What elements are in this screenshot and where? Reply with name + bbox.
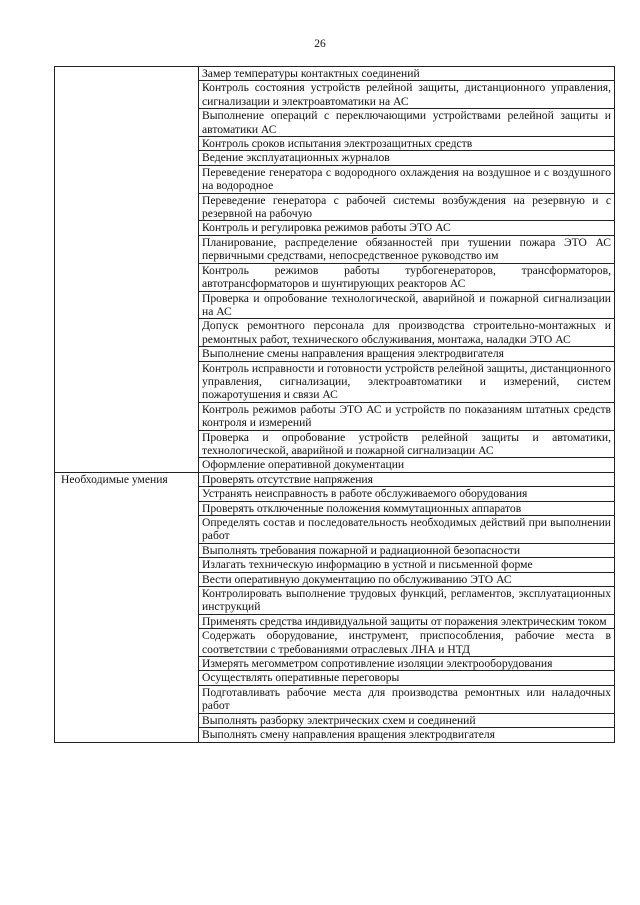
table-row [55, 472, 615, 486]
table-cell-item: Контроль состояния устройств релейной защиты, дистанционного управления, сигнализации и электроавтоматики на АС [199, 81, 615, 109]
table-cell-item: Допуск ремонтного персонала для производства строительно-монтажных и ремонтных работ, технического обслуживания, монтажа, наладки ЭТО АС [199, 319, 615, 347]
table-cell-item: Планирование, распределение обязанностей при тушении пожара ЭТО АС первичными средствами, непосредственное руководство им [199, 235, 615, 263]
table-cell-item: Проверка и опробование устройств релейной защиты и автоматики, технологической, аварийной и пожарной сигнализации АС [199, 430, 615, 458]
table-cell-item: Переведение генератора с рабочей системы возбуждения на резервную и с резервной на рабочую [199, 193, 615, 221]
table-cell-item: Проверка и опробование технологической, аварийной и пожарной сигнализации на АС [199, 291, 615, 319]
table-cell-item: Выполнять разборку электрических схем и соединений [199, 713, 615, 727]
table-cell-item: Излагать техническую информацию в устной и письменной форме [199, 558, 615, 572]
table-cell-item: Содержать оборудование, инструмент, приспособления, рабочие места в соответствии с требованиями отраслевых ЛНА и НТД [199, 629, 615, 657]
table-cell-item: Выполнение операций с переключающими устройствами релейной защиты и автоматики АС [199, 109, 615, 137]
table-cell-item: Оформление оперативной документации [199, 458, 615, 472]
table-cell-item: Устранять неисправность в работе обслуживаемого оборудования [199, 487, 615, 501]
requirements-table [54, 66, 615, 743]
table-cell-item: Выполнение смены направления вращения электродвигателя [199, 347, 615, 361]
table-cell-item: Контроль сроков испытания электрозащитных средств [199, 137, 615, 151]
table-cell-item: Проверять отсутствие напряжения [199, 472, 615, 486]
table-cell-item: Применять средства индивидуальной защиты от поражения электрическим током [199, 614, 615, 628]
table-body [55, 67, 615, 743]
table-cell-item: Выполнять требования пожарной и радиационной безопасности [199, 543, 615, 557]
table-row [55, 67, 615, 81]
table-cell-item: Контроль режимов работы турбогенераторов, трансформаторов, автотрансформаторов и шунтирующих реакторов АС [199, 263, 615, 291]
section-label: Необходимые умения [55, 472, 199, 742]
page-number: 26 [314, 38, 326, 50]
table-cell-item: Осуществлять оперативные переговоры [199, 671, 615, 685]
table-cell-item: Замер температуры контактных соединений [199, 67, 615, 81]
table-cell-item: Подготавливать рабочие места для производства ремонтных или наладочных работ [199, 685, 615, 713]
table-cell-item: Вести оперативную документацию по обслуживанию ЭТО АС [199, 572, 615, 586]
table-cell-item: Ведение эксплуатационных журналов [199, 151, 615, 165]
table-cell-item: Контроль и регулировка режимов работы ЭТО АС [199, 221, 615, 235]
table-cell-item: Переведение генератора с водородного охлаждения на воздушное и с воздушного на водородное [199, 165, 615, 193]
table-cell-item: Выполнять смену направления вращения электродвигателя [199, 728, 615, 742]
section-label [55, 67, 199, 473]
table-cell-item: Проверять отключенные положения коммутационных аппаратов [199, 501, 615, 515]
table-cell-item: Измерять мегомметром сопротивление изоляции электрооборудования [199, 657, 615, 671]
table-cell-item: Контроль режимов работы ЭТО АС и устройств по показаниям штатных средств контроля и измерений [199, 402, 615, 430]
table-cell-item: Контроль исправности и готовности устройств релейной защиты, дистанционного управления, сигнализации, электроавтоматики и измерений, систем пожаротушения и связи АС [199, 361, 615, 402]
table-cell-item: Определять состав и последовательность необходимых действий при выполнении работ [199, 516, 615, 544]
table-cell-item: Контролировать выполнение трудовых функций, регламентов, эксплуатационных инструкций [199, 587, 615, 615]
